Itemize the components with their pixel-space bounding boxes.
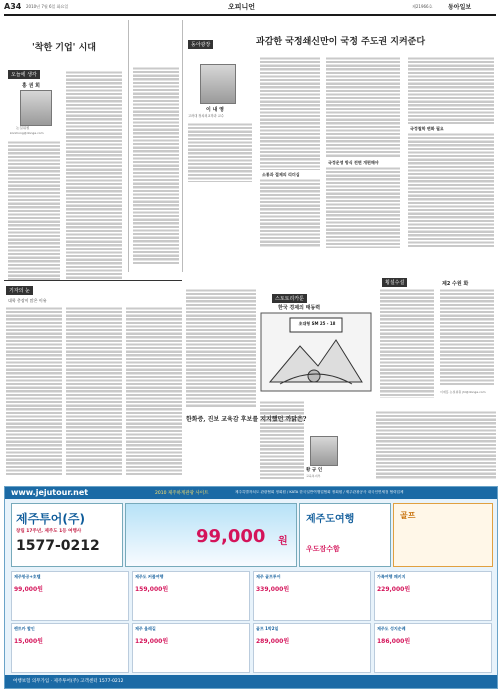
ad-cell-price: 129,000원 — [135, 638, 169, 645]
main-author-photo — [200, 64, 236, 104]
mid-author-title: 교육복지부 — [306, 474, 321, 478]
main-column — [186, 20, 496, 272]
ad-cell-title: 제주 올레길 — [135, 626, 156, 631]
main-body-text-a — [188, 122, 252, 182]
ad-cell-price: 229,000원 — [377, 586, 411, 593]
main-body-text-f — [408, 56, 494, 124]
left-author-email: konihong@donga.com — [10, 131, 44, 135]
right-body-text-a — [380, 288, 434, 398]
mid-author-photo — [310, 436, 338, 466]
cartoon-block — [260, 296, 372, 392]
ad-hotel-block — [393, 503, 493, 567]
ad-cell-price: 289,000원 — [256, 638, 290, 645]
header-rule — [4, 14, 496, 16]
ad-url[interactable]: www.jejutour.net — [11, 488, 89, 497]
col-divider-1 — [128, 20, 129, 272]
mid-rule — [4, 280, 182, 281]
cartoon-tag: 스토토리카툰 — [272, 294, 307, 303]
ad-cell[interactable] — [253, 571, 371, 621]
lower-mid-body-text — [260, 400, 304, 480]
ad-cell[interactable] — [11, 623, 129, 673]
right-body-text-b — [440, 288, 494, 386]
ad-package-headline: 제주도여행 — [306, 514, 355, 525]
main-headline: 과감한 국정쇄신만이 국정 주도권 지켜준다 — [256, 37, 426, 47]
ad-cell-price: 99,000원 — [14, 586, 43, 593]
ad-footer — [5, 675, 497, 688]
right-section-tag: 횡설수설 — [382, 278, 407, 287]
main-body-text-d — [326, 56, 400, 158]
ad-cell-title: 제주항공+호텔 — [14, 574, 41, 579]
cartoon-title: 한국 경제의 태동력 — [278, 305, 321, 311]
advertisement — [4, 486, 498, 689]
ad-company-sub: 창립 17주년, 제주도 1등 여행사 — [16, 529, 82, 534]
left-headline: '착한 기업' 시대 — [32, 43, 96, 53]
ad-big-price: 99,000 — [196, 526, 266, 547]
cartoon-sign-text: 초대형 SM 25 - 18 — [298, 321, 336, 326]
page-number: A34 — [4, 2, 22, 11]
bottom-left-body-b — [66, 306, 122, 476]
right-author-sign: 이재홍 논설위원 jhl@donga.com — [440, 390, 486, 394]
lower-right-body-text — [376, 410, 496, 480]
left-author-title: 논설위원 — [16, 126, 30, 130]
ad-cell[interactable] — [253, 623, 371, 673]
left-body-text-a — [8, 140, 60, 280]
ad-cell[interactable] — [11, 571, 129, 621]
col-divider-2 — [182, 20, 183, 272]
left-column — [4, 22, 124, 262]
ad-cell-title: 렌트카 할인 — [14, 626, 35, 631]
main-body-text-g — [408, 132, 494, 248]
ad-cell-price: 159,000원 — [135, 586, 169, 593]
main-subhead-3: 국정철학 변화 필요 — [410, 126, 444, 131]
bottom-mid-headline: 한화증, 진보 교육감 후보를 지지했던 까닭은? — [186, 416, 307, 423]
main-subhead-2: 국정운영 방식 전면 개편해야 — [328, 160, 379, 165]
ad-cell-title: 가족여행 패키지 — [377, 574, 406, 579]
ad-cell[interactable] — [374, 623, 492, 673]
main-body-text-b — [260, 56, 320, 170]
ad-company-block — [11, 503, 123, 567]
ad-footer-text: 여행보험 의무가입 · 제주투어(주) 고객센터 1577-0212 — [13, 679, 124, 684]
left-author-name: 홍 권 희 — [22, 83, 40, 89]
section-title: 오피니언 — [228, 3, 256, 11]
bottom-left-body-a — [6, 306, 62, 476]
ad-package-block — [299, 503, 391, 567]
bottom-left-tag: 기자의 눈 — [6, 286, 33, 295]
page-header — [0, 0, 500, 14]
bottom-left-body-c — [126, 306, 182, 476]
ad-association: 제주특별자치도 관광협회 정회원 / KATA 한국일반여행업협회 정회원 / 제주관광공사 내국인면세점 협력업체 — [235, 490, 404, 494]
paper-issue: 제21966호 — [412, 4, 433, 9]
ad-cell-title: 골프 1박2일 — [256, 626, 279, 631]
ad-golf-label: 우도잠수함 — [306, 545, 340, 553]
ad-cell-price: 339,000원 — [256, 586, 290, 593]
lower-left-body-text — [186, 288, 256, 408]
main-body-text-e — [326, 166, 400, 248]
ad-hotel-label: 골프 — [400, 511, 416, 520]
ad-phone[interactable]: 1577-0212 — [16, 538, 100, 554]
main-body-text-c — [260, 178, 320, 248]
main-author-name: 이 내 영 — [206, 107, 224, 113]
main-section-tag: 동아광장 — [188, 40, 213, 49]
ad-slogan: 2010 제주하계관광 사이트 — [155, 491, 209, 496]
ad-cell[interactable] — [132, 623, 250, 673]
ad-cells — [11, 571, 491, 671]
bottom-left-section — [4, 284, 182, 480]
ad-cell-title: 제주 골프투어 — [256, 574, 281, 579]
page-date: 2010년 7월 6일 화요일 — [26, 4, 69, 9]
ad-cell[interactable] — [132, 571, 250, 621]
left-author-photo — [20, 90, 52, 126]
main-subhead-1: 소통과 절제의 리더십 — [262, 172, 300, 177]
main-author-title: 고려대 정치외교학과 교수 — [188, 114, 224, 118]
mid-author-name: 황 규 인 — [306, 468, 323, 473]
ad-cell-title: 제주도 커플여행 — [135, 574, 164, 579]
col2-body-text — [133, 66, 179, 264]
ad-cell[interactable] — [374, 571, 492, 621]
ad-cell-price: 15,000원 — [14, 638, 43, 645]
left-section-tag: 오늘에 생각 — [8, 70, 40, 79]
paper-name: 동아일보 — [448, 4, 472, 11]
ad-cell-title: 제주도 성지순례 — [377, 626, 406, 631]
bottom-left-headline: 대학 총장이 많은 이유 — [8, 298, 47, 303]
right-subhead: 제2 수원 화 — [442, 281, 469, 287]
ad-company-name: 제주투어(주) — [16, 512, 85, 526]
ad-promo-block — [125, 503, 297, 567]
left-body-text-b — [66, 70, 122, 280]
ad-big-price-unit: 원 — [278, 536, 288, 547]
right-column — [376, 276, 496, 404]
ad-cell-price: 186,000원 — [377, 638, 411, 645]
